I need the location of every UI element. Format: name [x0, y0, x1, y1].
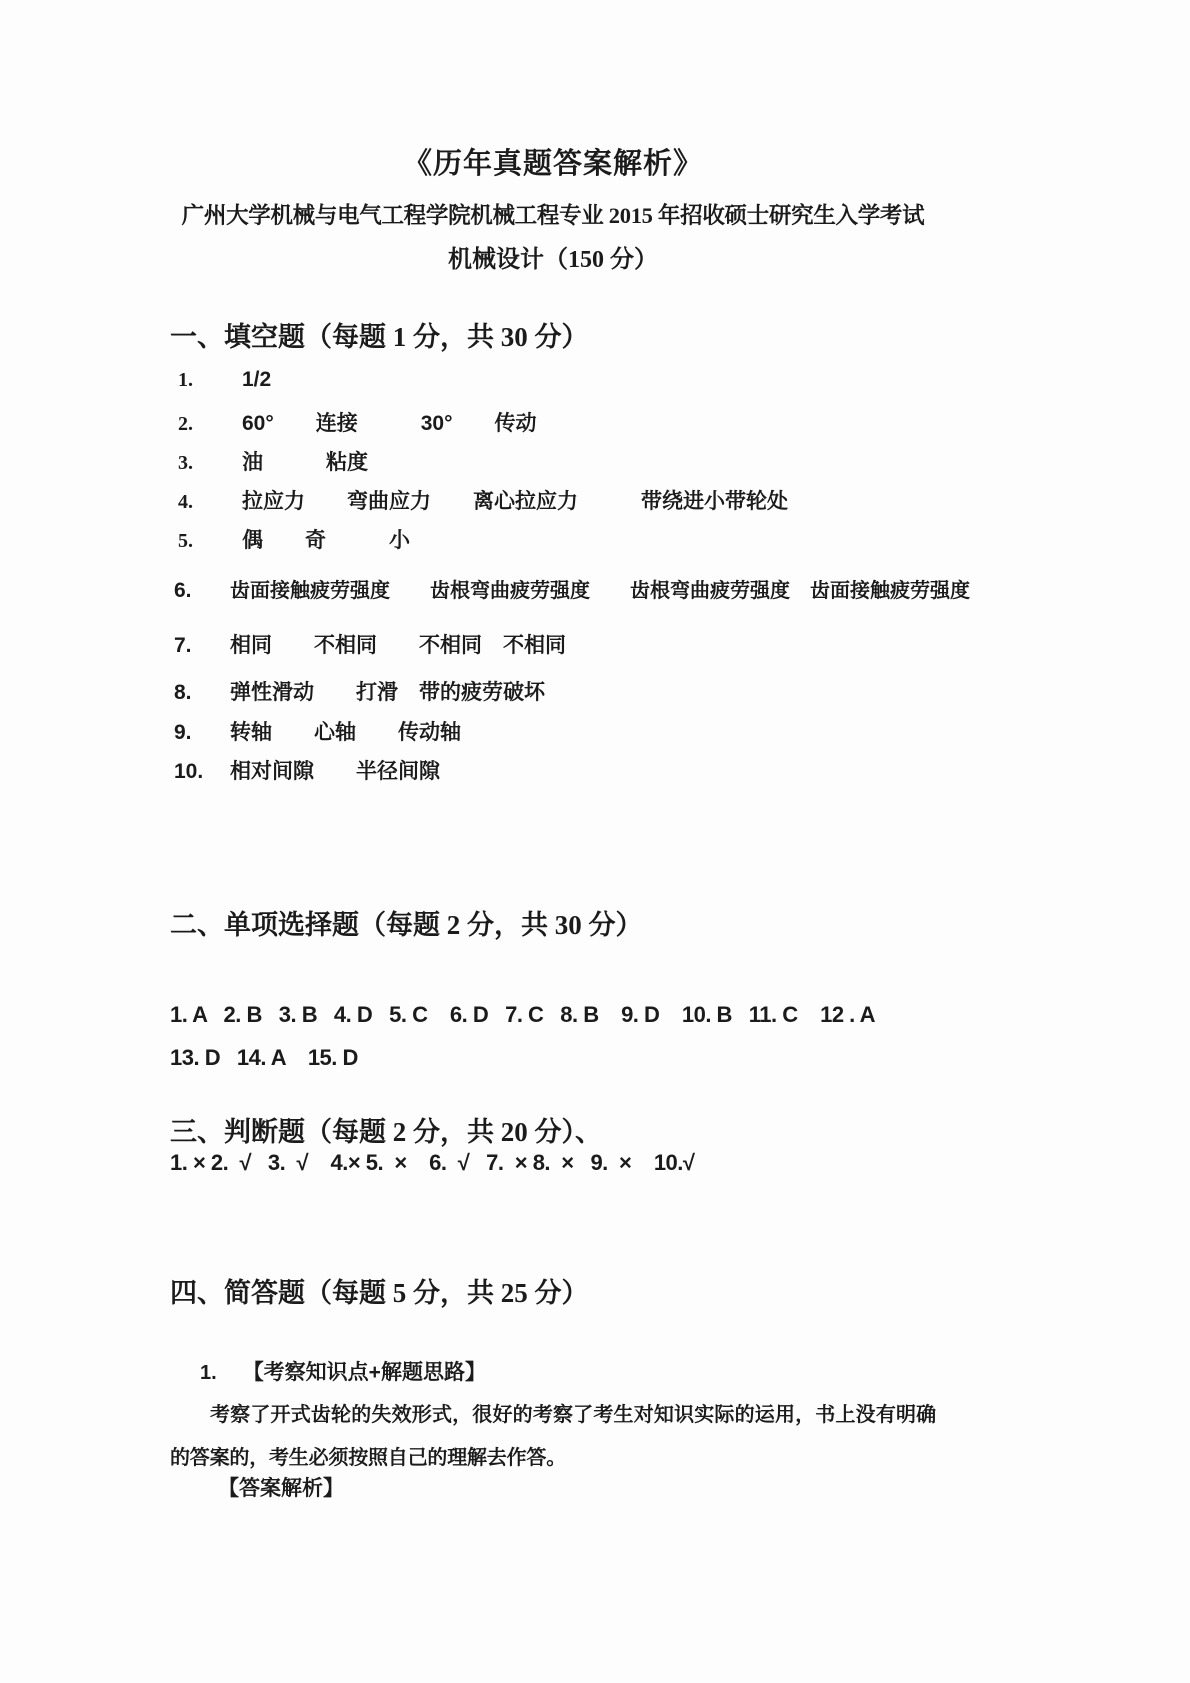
- fill-in-item: [170, 755, 936, 794]
- fill-in-item: [170, 485, 936, 524]
- fill-in-item: [170, 368, 936, 407]
- multiple-choice-answer-line: 13. D 14. A 15. D: [170, 1045, 358, 1070]
- fill-in-item-number: 4.: [178, 491, 193, 513]
- answer-analysis-label: 【答案解析】: [218, 1477, 344, 1500]
- fill-in-item: [170, 574, 970, 613]
- short-answer-item-number: 1.: [200, 1362, 217, 1384]
- document-title: 《历年真题答案解析》: [402, 148, 703, 180]
- fill-in-item-answer: 弹性滑动 打滑 带的疲劳破坏: [230, 681, 545, 704]
- fill-in-item-answer: 偶 奇 小: [242, 529, 410, 552]
- fill-in-item: [170, 407, 936, 446]
- fill-in-item-answer: 油 粘度: [242, 451, 368, 474]
- multiple-choice-answer-line: 1. A 2. B 3. B 4. D 5. C 6. D 7. C 8. B 9. D 10. B 11. C 12 . A: [170, 1002, 875, 1027]
- fill-in-item-number: 5.: [178, 530, 193, 552]
- multiple-choice-answers: [170, 993, 936, 1079]
- fill-in-item-answer: 相同 不相同 不相同 不相同: [230, 634, 566, 657]
- fill-in-item-number: 10.: [174, 760, 204, 783]
- true-false-answers: 1. × 2. √ 3. √ 4.× 5. × 6. √ 7. × 8. × 9. × 10.√: [170, 1150, 695, 1175]
- fill-in-item: [170, 676, 936, 715]
- fill-in-answer-list: [170, 368, 970, 794]
- fill-in-item-number: 2.: [178, 413, 193, 435]
- short-answer-knowledge-point-label: 【考察知识点+解题思路】: [242, 1361, 486, 1384]
- document-subtitle-exam: 广州大学机械与电气工程学院机械工程专业 2015 年招收硕士研究生入学考试: [181, 203, 925, 228]
- fill-in-item: [170, 716, 936, 755]
- section-heading-multiple-choice: 二、单项选择题（每题 2 分，共 30 分）: [170, 910, 643, 940]
- fill-in-item-number: 7.: [174, 634, 192, 657]
- fill-in-item-answer: 转轴 心轴 传动轴: [230, 721, 461, 744]
- fill-in-item-answer: 拉应力 弯曲应力 离心拉应力 带绕进小带轮处: [242, 490, 788, 513]
- section-heading-short-answer: 四、简答题（每题 5 分，共 25 分）: [170, 1278, 589, 1308]
- fill-in-item-answer: 齿面接触疲劳强度 齿根弯曲疲劳强度 齿根弯曲疲劳强度 齿面接触疲劳强度: [230, 580, 970, 602]
- short-answer-item-1: [170, 1356, 936, 1386]
- short-answer-explanation-paragraph: 考察了开式齿轮的失效形式，很好的考察了考生对知识实际的运用，书上没有明确的答案的，考生必须按照自己的理解去作答。: [170, 1404, 936, 1469]
- fill-in-item-answer: 相对间隙 半径间隙: [230, 760, 440, 783]
- fill-in-item: [170, 629, 936, 668]
- fill-in-item-answer: 60° 连接 30° 传动: [242, 412, 537, 435]
- fill-in-item-number: 8.: [174, 681, 192, 704]
- section-heading-fill-in: 一、填空题（每题 1 分，共 30 分）: [170, 322, 589, 352]
- section-heading-true-false: 三、判断题（每题 2 分，共 20 分）、: [170, 1117, 602, 1147]
- fill-in-item-number: 9.: [174, 721, 192, 744]
- fill-in-item-number: 1.: [178, 369, 193, 391]
- fill-in-item: [170, 446, 936, 485]
- fill-in-item-number: 3.: [178, 452, 193, 474]
- fill-in-item: [170, 524, 936, 563]
- document-subtitle-subject: 机械设计（150 分）: [448, 247, 658, 273]
- fill-in-item-answer: 1/2: [242, 368, 272, 391]
- fill-in-item-number: 6.: [174, 579, 192, 602]
